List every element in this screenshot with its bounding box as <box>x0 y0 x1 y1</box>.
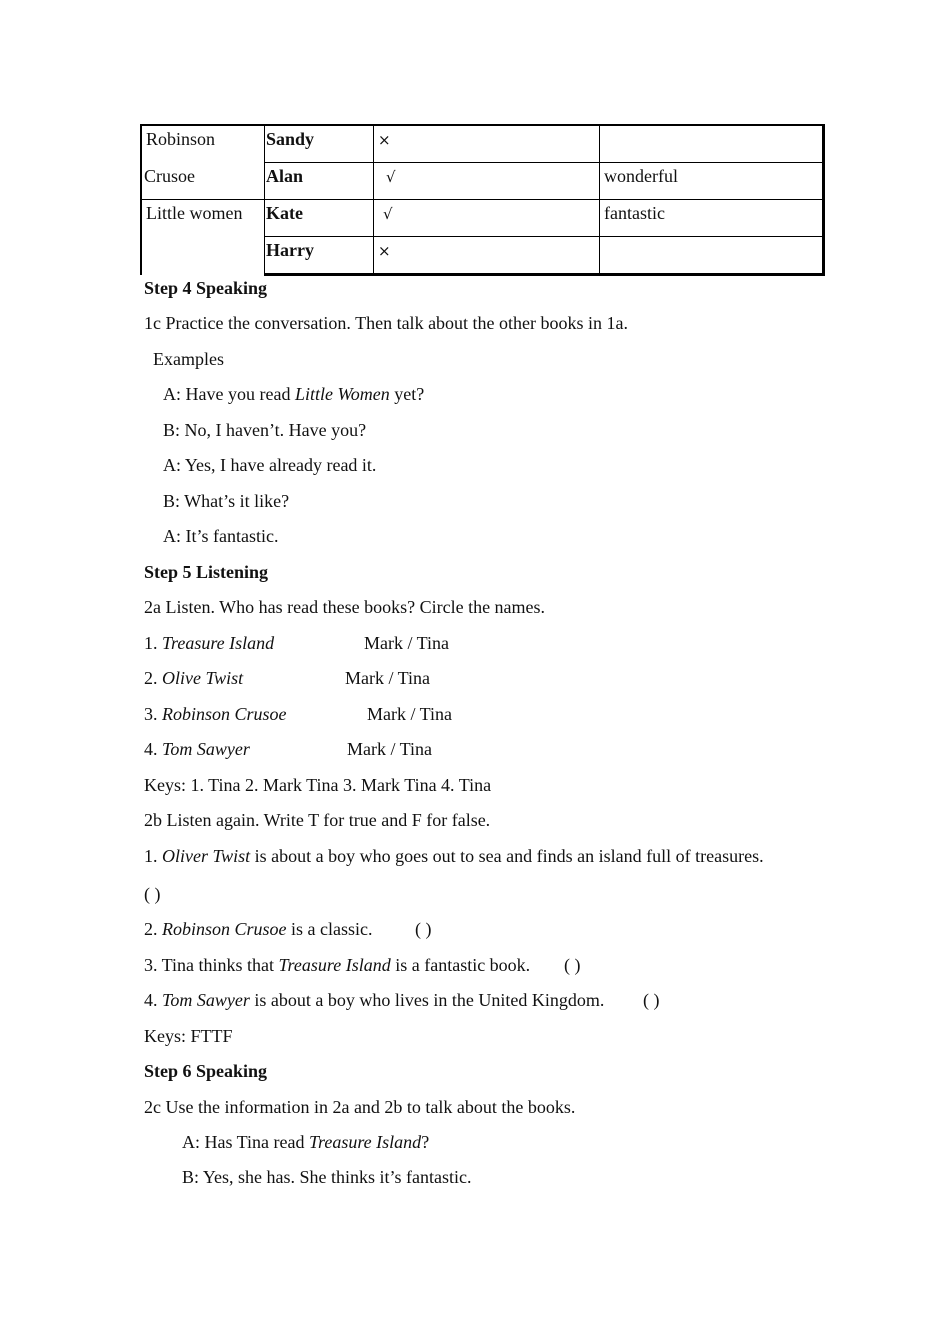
comment-cell <box>600 237 824 275</box>
dialogue-line: A: It’s fantastic. <box>163 526 279 546</box>
step6-heading: Step 6 Speaking <box>144 1061 268 1081</box>
student-name-cell: Kate <box>265 200 374 237</box>
step4-heading: Step 4 Speaking <box>144 278 268 298</box>
dialogue-line: A: Has Tina read Treasure Island? <box>182 1132 430 1152</box>
read-mark-cell <box>374 200 600 237</box>
answer-blank: ( ) <box>564 955 581 975</box>
list-item: 4. Tom Sawyer <box>144 739 250 759</box>
list-item: 1. Oliver Twist is about a boy who goes out to sea and finds an island full of treasures. <box>144 846 764 866</box>
read-mark-cell <box>374 125 600 163</box>
cross-mark: × <box>378 242 391 260</box>
table-row <box>141 125 824 163</box>
cross-mark: × <box>378 131 391 149</box>
dialogue-line: A: Have you read Little Women yet? <box>163 384 425 404</box>
comment-cell <box>600 125 824 163</box>
student-name-cell: Sandy <box>265 125 374 163</box>
check-mark: √ <box>386 168 396 186</box>
list-item: 3. Tina thinks that Treasure Island is a fantastic book. <box>144 955 531 975</box>
name-choice: Mark / Tina <box>345 668 431 688</box>
keys-2b: Keys: FTTF <box>144 1026 233 1046</box>
table-row <box>141 163 824 200</box>
answer-blank: ( ) <box>415 919 432 939</box>
list-item: 2. Robinson Crusoe is a classic. <box>144 919 373 939</box>
book-title-cell: Robinson <box>141 125 265 163</box>
answer-blank: ( ) <box>643 990 660 1010</box>
student-name-cell: Alan <box>265 163 374 200</box>
dialogue-line: B: What’s it like? <box>163 491 290 511</box>
book-title-cell: Little women <box>141 200 265 237</box>
book-title-cell: Crusoe <box>141 163 265 200</box>
comment-cell: fantastic <box>600 200 824 237</box>
name-choice: Mark / Tina <box>367 704 453 724</box>
check-mark: √ <box>383 205 393 223</box>
step6-instruction: 2c Use the information in 2a and 2b to talk about the books. <box>144 1097 576 1117</box>
read-mark-cell <box>374 163 600 200</box>
keys-2a: Keys: 1. Tina 2. Mark Tina 3. Mark Tina 4. Tina <box>144 775 492 795</box>
list-item: 1. Treasure Island <box>144 633 275 653</box>
student-name-cell: Harry <box>265 237 374 275</box>
list-item: 4. Tom Sawyer is about a boy who lives in the United Kingdom. <box>144 990 605 1010</box>
table-row <box>141 237 824 275</box>
answer-blank: ( ) <box>144 884 161 904</box>
name-choice: Mark / Tina <box>364 633 450 653</box>
instruction-2b: 2b Listen again. Write T for true and F for false. <box>144 810 491 830</box>
examples-label: Examples <box>153 349 224 369</box>
dialogue-line: A: Yes, I have already read it. <box>163 455 377 475</box>
name-choice: Mark / Tina <box>347 739 433 759</box>
dialogue-line: B: Yes, she has. She thinks it’s fantastic. <box>182 1167 472 1187</box>
list-item: 3. Robinson Crusoe <box>144 704 287 724</box>
step4-instruction: 1c Practice the conversation. Then talk about the other books in 1a. <box>144 313 629 333</box>
book-reading-table <box>140 124 825 276</box>
step5-heading: Step 5 Listening <box>144 562 269 582</box>
read-mark-cell <box>374 237 600 275</box>
dialogue-line: B: No, I haven’t. Have you? <box>163 420 367 440</box>
book-title-cell <box>141 237 265 275</box>
table-row <box>141 200 824 237</box>
list-item: 2. Olive Twist <box>144 668 244 688</box>
instruction-2a: 2a Listen. Who has read these books? Circle the names. <box>144 597 546 617</box>
comment-cell: wonderful <box>600 163 824 200</box>
